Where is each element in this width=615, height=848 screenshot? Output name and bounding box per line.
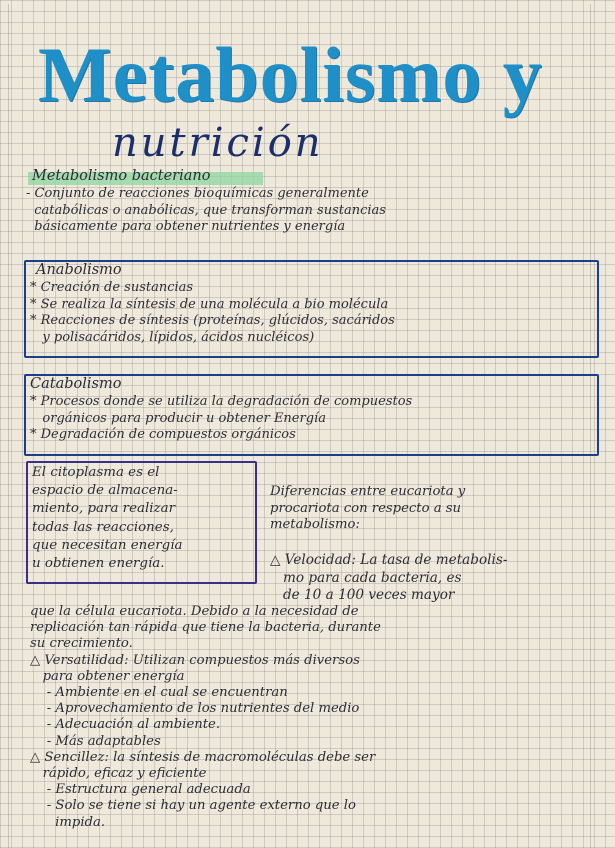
body-text xyxy=(30,604,381,831)
text-line: impida. xyxy=(30,814,106,830)
section-heading: Metabolismo bacteriano xyxy=(32,168,211,184)
text-line: para obtener energía xyxy=(30,668,185,684)
text-line: espacio de almacena- xyxy=(32,483,178,499)
text-line: de 10 a 100 veces mayor xyxy=(270,587,455,603)
text-line: △ Sencillez: la síntesis de macromoléculas debe ser xyxy=(30,749,376,765)
list-item: orgánicos para producir u obtener Energía xyxy=(30,410,326,426)
text-line: procariota con respecto a su xyxy=(270,500,462,516)
anabolismo-title: Anabolismo xyxy=(36,262,122,278)
text-line: △ Versatilidad: Utilizan compuestos más diversos xyxy=(30,652,360,668)
text-line: mo para cada bacteria, es xyxy=(270,569,462,586)
list-item: * Se realiza la síntesis de una molécula a bio molécula xyxy=(30,296,389,312)
catabolismo-list xyxy=(30,394,412,444)
text-line: que la célula eucariota. Debido a la necesidad de xyxy=(30,604,359,619)
intro-paragraph xyxy=(26,186,386,236)
text-line: u obtienen energía. xyxy=(32,556,165,572)
text-line: - Estructura general adecuada xyxy=(30,782,251,798)
list-item: * Reacciones de síntesis (proteínas, glúcidos, sacáridos xyxy=(30,313,395,328)
catabolismo-title: Catabolismo xyxy=(30,376,122,392)
page-title: Metabolismo y xyxy=(38,31,543,118)
text-line: El citoplasma es el xyxy=(32,465,160,480)
text-line: replicación tan rápida que tiene la bacteria, durante xyxy=(30,620,381,636)
list-item: * Procesos donde se utiliza la degradación de compuestos xyxy=(30,394,413,409)
text-line: miento, para realizar xyxy=(32,501,175,517)
text-line: - Aprovechamiento de los nutrientes del medio xyxy=(30,701,360,717)
list-item: * Degradación de compuestos orgánicos xyxy=(30,427,296,442)
text-line: su crecimiento. xyxy=(30,636,133,652)
text-line: - Solo se tiene si hay un agente externo que lo xyxy=(30,798,356,814)
text-line: metabolismo: xyxy=(270,517,360,533)
citoplasma-text xyxy=(32,464,182,573)
velocidad-text xyxy=(270,552,507,605)
intro-line: básicamente para obtener nutrientes y energía xyxy=(26,219,346,234)
text-line: todas las reacciones, xyxy=(32,519,174,535)
text-line: que necesitan energía xyxy=(32,537,183,553)
diferencias-text xyxy=(270,484,465,534)
list-item: y polisacáridos, lípidos, ácidos nucléicos) xyxy=(30,329,315,345)
text-line: △ Velocidad: La tasa de metabolis- xyxy=(270,552,508,568)
text-line: rápido, eficaz y eficiente xyxy=(30,766,207,782)
text-line: - Ambiente en el cual se encuentran xyxy=(30,685,288,701)
anabolismo-list xyxy=(30,280,395,346)
intro-line: - Conjunto de reacciones bioquímicas generalmente xyxy=(26,186,369,201)
text-line: - Adecuación al ambiente. xyxy=(30,717,221,733)
page-subtitle: nutrición xyxy=(112,120,324,166)
intro-line: catabólicas o anabólicas, que transforman sustancias xyxy=(26,202,386,218)
list-item: * Creación de sustancias xyxy=(30,280,194,295)
text-line: - Más adaptables xyxy=(30,733,161,749)
text-line: Diferencias entre eucariota y xyxy=(270,484,466,499)
